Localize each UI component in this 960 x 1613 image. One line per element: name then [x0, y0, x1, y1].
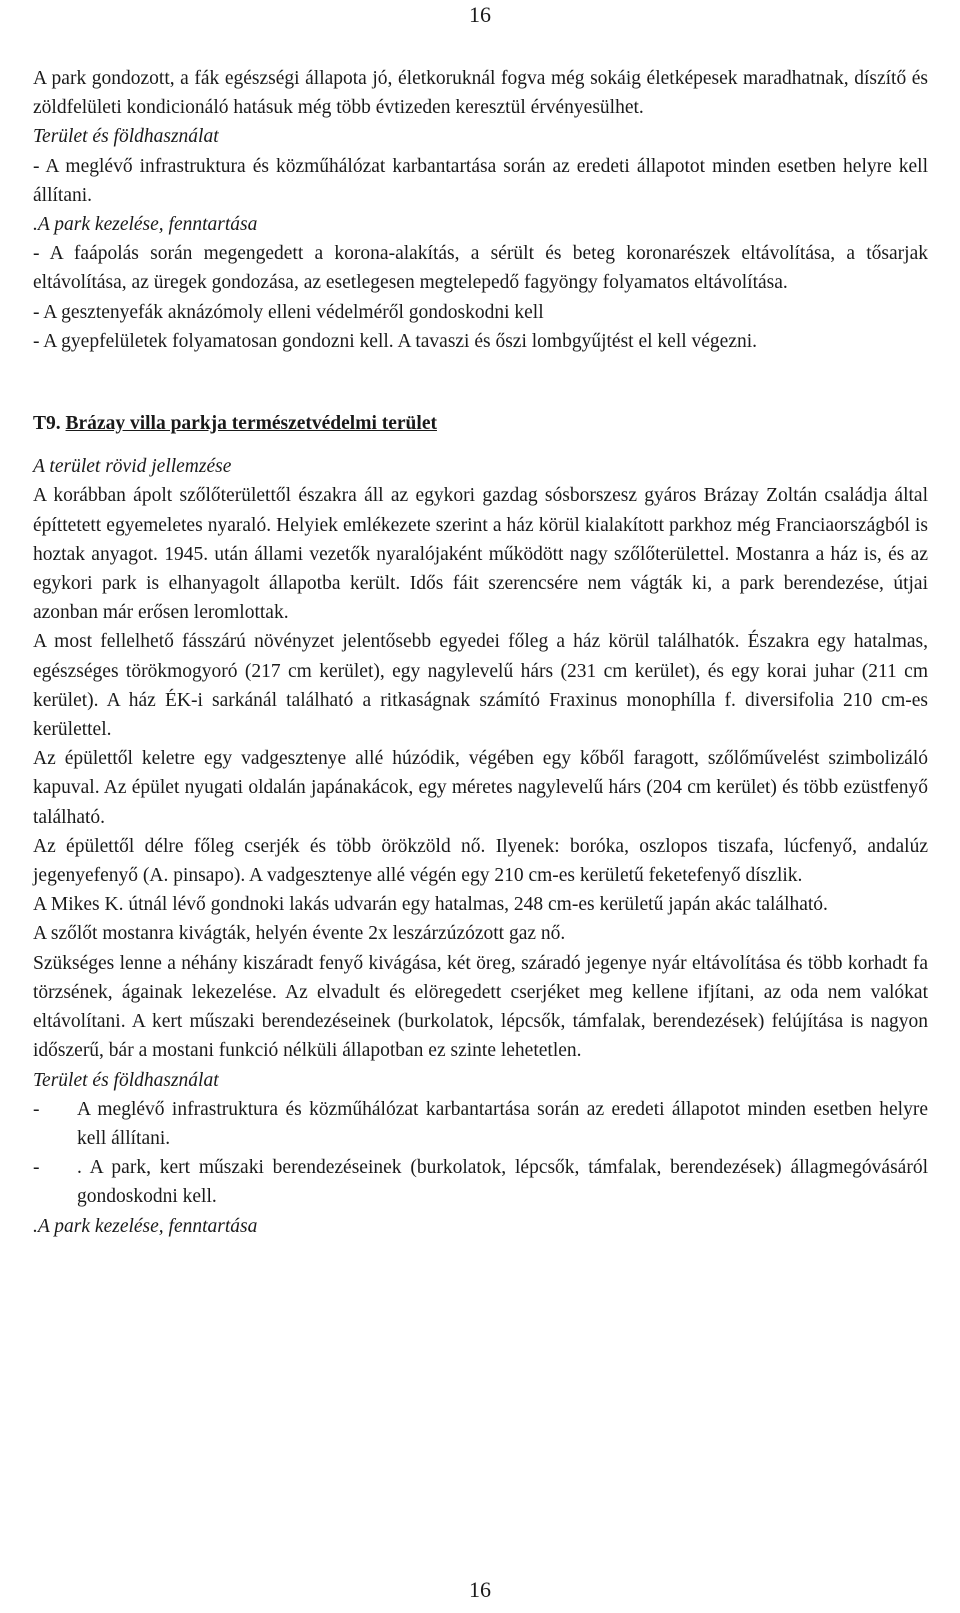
- description-paragraph: Az épülettől keletre egy vadgesztenye allé húzódik, végében egy kőből faragott, szőlőművelést szimbolizáló kapuval. Az épület nyugati oldalán japánakácok, egy méretes nagylevelű hárs (204 cm kerület) és több ezüstfenyő található.: [33, 748, 928, 828]
- list-dash: -: [33, 1098, 40, 1120]
- section-title: Brázay villa parkja természetvédelmi terület: [65, 413, 437, 435]
- land-use-heading: Terület és földhasználat: [33, 126, 219, 148]
- t9-land-use-heading: Terület és földhasználat: [33, 1069, 219, 1091]
- description-paragraph: A Mikes K. útnál lévő gondnoki lakás udvarán egy hatalmas, 248 cm-es kerületű japán akác található.: [33, 894, 828, 916]
- maintenance-heading: .A park kezelése, fenntartása: [33, 214, 258, 236]
- list-item-text: A meglévő infrastruktura és közműhálózat karbantartása során az eredeti állapotot minden esetben helyre kell állítani.: [77, 1098, 928, 1149]
- maintenance-item: - A gesztenyefák aknázómoly elleni védelméről gondoskodni kell: [33, 301, 544, 323]
- t9-land-use-item: [33, 1095, 928, 1153]
- description-paragraph: Az épülettől délre főleg cserjék és több örökzöld nő. Ilyenek: boróka, oszlopos tiszafa, lúcfenyő, andalúz jegenyefenyő (A. pinsapo). A vadgesztenye allé végén egy 210 cm-es kerületű feketefenyő díszlik.: [33, 835, 928, 887]
- land-use-item: - A meglévő infrastruktura és közműhálózat karbantartása során az eredeti állapotot minden esetben helyre kell állítani.: [33, 155, 928, 206]
- section-heading-t9: [33, 409, 928, 438]
- description-paragraph: Szükséges lenne a néhány kiszáradt fenyő kivágása, két öreg, száradó jegenye nyár eltávolítása és több korhadt fa törzsének, ágainak lekezelése. Az elvadult és elöregedett cserjéket meg kellene ifjítani, az oda nem valókat eltávolítani. A kert műszaki berendezéseinek (burkolatok, lépcsők, támfalak, berendezések) felújítása is nagyon időszerű, bár a mostani funkció nélküli állapotban ez szinte lehetetlen.: [33, 952, 928, 1062]
- description-paragraph: A most fellelhető fásszárú növényzet jelentősebb egyedei főleg a ház körül találhatók. Északra egy hatalmas, egészséges törökmogyoró (217 cm kerület), egy nagylevelű hárs (231 cm kerület), és egy korai juhar (211 cm kerület). A ház ÉK-i sarkánál található a ritkaságnak számító Fraxinus monophílla f. diversifolia 210 cm-es kerülettel.: [33, 631, 928, 741]
- t9-land-use-item: [33, 1153, 928, 1211]
- list-dash: -: [33, 1157, 40, 1179]
- document-body: [33, 64, 928, 1241]
- description-paragraph: A szőlőt mostanra kivágták, helyén évente 2x leszárzúzózott gaz nő.: [33, 923, 566, 945]
- list-item-text: . A park, kert műszaki berendezéseinek (burkolatok, lépcsők, támfalak, berendezések) állagmegóvásáról gondoskodni kell.: [77, 1157, 928, 1208]
- page-number-bottom: 16: [469, 1577, 491, 1602]
- section-code: T9.: [33, 413, 61, 435]
- intro-paragraph: A park gondozott, a fák egészségi állapota jó, életkoruknál fogva még sokáig életképesek maradhatnak, díszítő és zöldfelületi kondicionáló hatásuk még több évtizeden keresztül érvényesülhet.: [33, 68, 928, 119]
- page-number-top: 16: [469, 2, 491, 27]
- t9-maintenance-heading: .A park kezelése, fenntartása: [33, 1215, 258, 1237]
- description-paragraph: A korábban ápolt szőlőterülettől északra áll az egykori gazdag sósborszesz gyáros Brázay Zoltán családja által építtetett egyemeletes nyaraló. Helyiek emlékezete szerint a ház körül kialakított parkhoz még Franciaországból is hoztak anyagot. 1945. után állami vezetők nyaralójaként működött nagy szőlőterülettel. Mostanra a ház is, és az egykori park is elhanyagolt állapotba került. Idős fáit szerencsére nem vágták ki, a park berendezése, útjai azonban már erősen leromlottak.: [33, 485, 928, 624]
- short-description-heading: A terület rövid jellemzése: [33, 456, 232, 478]
- maintenance-item: - A faápolás során megengedett a korona-alakítás, a sérült és beteg koronarészek eltávolítása, a tősarjak eltávolítása, az üregek gondozása, az esetlegesen megtelepedő fagyöngy folyamatos eltávolítása.: [33, 243, 928, 294]
- maintenance-item: - A gyepfelületek folyamatosan gondozni kell. A tavaszi és őszi lombgyűjtést el kell végezni.: [33, 330, 758, 352]
